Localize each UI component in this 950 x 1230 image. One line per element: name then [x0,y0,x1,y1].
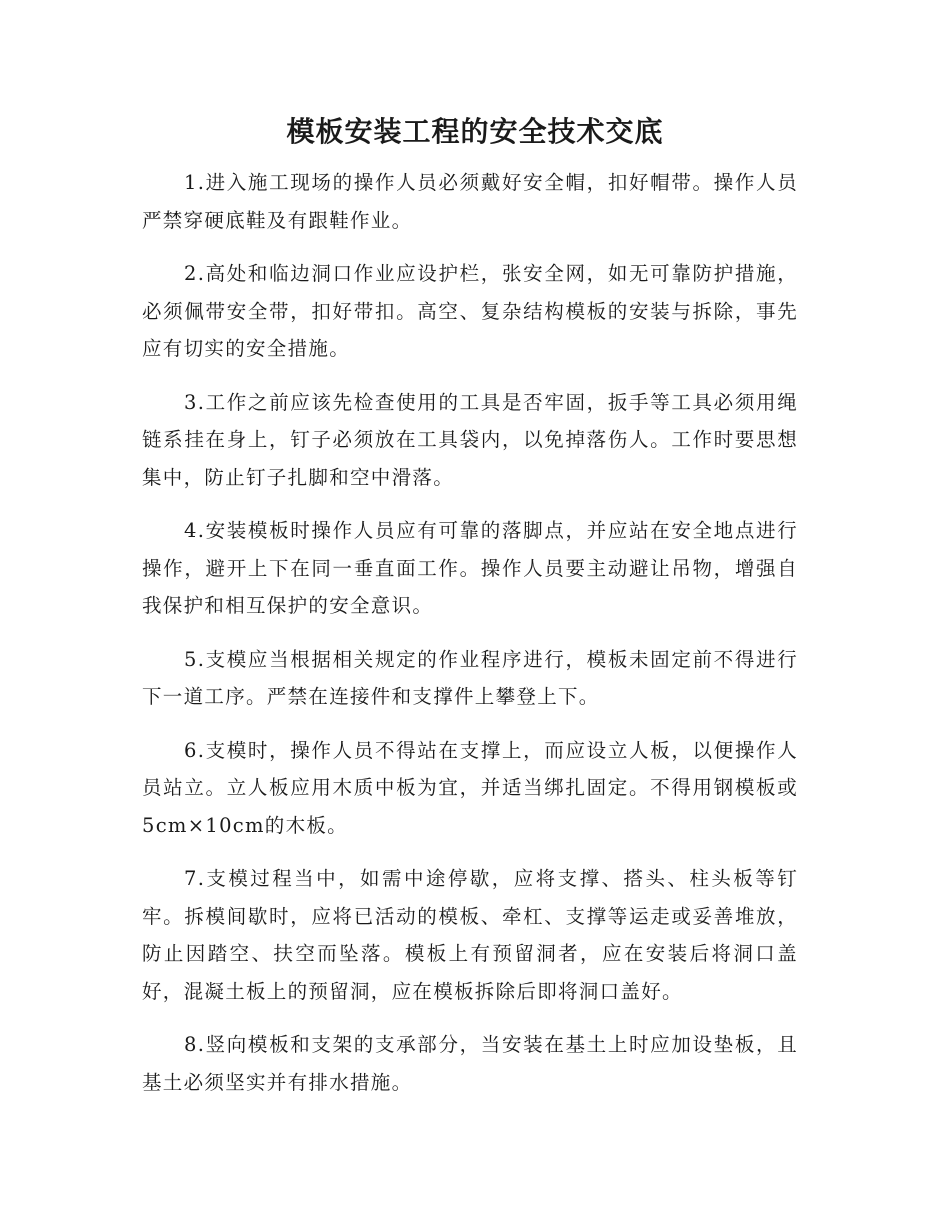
paragraph-1: 1.进入施工现场的操作人员必须戴好安全帽，扣好帽带。操作人员严禁穿硬底鞋及有跟鞋作业。 [142,171,798,232]
document-body [142,164,798,1117]
paragraph-8: 8.竖向模板和支架的支承部分，当安装在基土上时应加设垫板，且基土必须坚实并有排水措施。 [142,1033,798,1094]
paragraph-3: 3.工作之前应该先检查使用的工具是否牢固，扳手等工具必须用绳链系挂在身上，钉子必须放在工具袋内，以免掉落伤人。工作时要思想集中，防止钉子扎脚和空中滑落。 [142,390,798,489]
document-title: 模板安装工程的安全技术交底 [286,115,664,148]
paragraph-5: 5.支模应当根据相关规定的作业程序进行，模板未固定前不得进行下一道工序。严禁在连接件和支撑件上攀登上下。 [142,647,798,708]
paragraph-4: 4.安装模板时操作人员应有可靠的落脚点，并应站在安全地点进行操作，避开上下在同一垂直面工作。操作人员要主动避让吊物，增强自我保护和相互保护的安全意识。 [142,519,798,617]
paragraph-2: 2.高处和临边洞口作业应设护栏，张安全网，如无可靠防护措施，必须佩带安全带，扣好带扣。高空、复杂结构模板的安装与拆除，事先应有切实的安全措施。 [142,262,798,360]
paragraph-6: 6.支模时，操作人员不得站在支撑上，而应设立人板，以便操作人员站立。立人板应用木质中板为宜，并适当绑扎固定。不得用钢模板或5cm×10cm的木板。 [142,738,798,837]
paragraph-7: 7.支模过程当中，如需中途停歇，应将支撑、搭头、柱头板等钉牢。拆模间歇时，应将已活动的模板、牵杠、支撑等运走或妥善堆放，防止因踏空、扶空而坠落。模板上有预留洞者，应在安装后将洞口盖好，混凝土板上的预留洞，应在模板拆除后即将洞口盖好。 [142,867,798,1003]
